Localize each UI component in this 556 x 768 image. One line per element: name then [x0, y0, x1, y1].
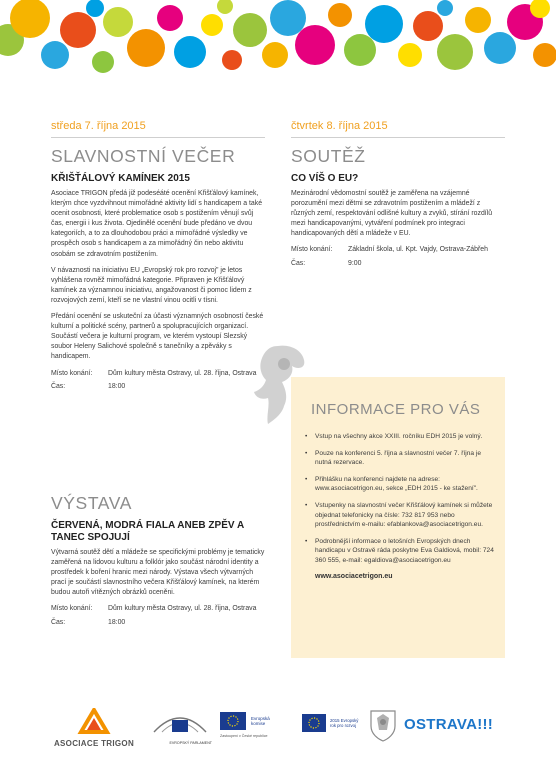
- info-list: [291, 432, 505, 566]
- venue-label: Místo konání:: [291, 246, 333, 254]
- info-item: • Podrobnější informace o letošních Evropských dnech handicapu v Ostravě ráda poskytne Eva Galdiová, mobil: 724 360 555, e-mail: egaldiova@asociacetrigon.eu: [305, 537, 497, 566]
- left-column: [51, 120, 265, 395]
- gala-time: [51, 382, 265, 392]
- trigon-logo-icon: [77, 708, 111, 734]
- ec-logo: [220, 712, 296, 738]
- gala-paragraph-2: V návaznosti na iniciativu EU „Evropský rok pro rozvoj" je letos vyhlášena rovněž mimořádná kategorie. Připraven je Křišťálový kamínek za významnou iniciativu, angažovanost či pomoc lidem z rozvojových zemí, kteří se ne vlastní vinou ocitli v tísni.: [51, 266, 252, 304]
- exhibition-time: [51, 618, 265, 628]
- venue-value: Dům kultury města Ostravy, ul. 28. října, Ostrava: [108, 369, 257, 377]
- info-title: INFORMACE PRO VÁS: [311, 401, 481, 418]
- info-item: • Vstup na všechny akce XXIII. ročníku EDH 2015 je volný.: [305, 432, 497, 442]
- competition-time: [291, 259, 505, 269]
- section-subtitle-exhibition: ČERVENÁ, MODRÁ FIALA ANEB ZPĚV A TANEC SPOJUJÍ: [51, 520, 244, 543]
- exhibition-paragraph: Výtvarná soutěž dětí a mládeže se specifickými problémy je tematicky zaměřená na lidovou kulturu a folklór jako součást národní identity a prostředek k boření hranic mezi národy. Výstava všech výtvarných prací je součástí slavnostního večera Křišťálový kamínek, na kterém budou autoři vítězných obrázků oceněni.: [51, 549, 265, 597]
- time-value: 18:00: [108, 382, 126, 390]
- right-column: [291, 120, 505, 272]
- trigon-logo: [48, 708, 140, 748]
- divider: [291, 137, 505, 138]
- section-subtitle-gala: KŘIŠŤÁLOVÝ KAMÍNEK 2015: [51, 173, 190, 184]
- time-label: Čas:: [51, 618, 66, 626]
- color-bubbles-banner: [0, 0, 556, 80]
- exhibition-venue: [51, 604, 265, 614]
- ec-label: Evropská komise: [251, 716, 270, 726]
- section-title-gala: SLAVNOSTNÍ VEČER: [51, 146, 236, 166]
- eyd-label: 2015 Evropský rok pro rozvoj: [330, 718, 359, 728]
- parliament-building-icon: [150, 710, 210, 734]
- competition-paragraph: Mezinárodní vědomostní soutěž je zaměřena na vzájemné porozumění mezi dětmi se zdravotním postižením a mládeží z různých zemí, respektování odlišné kultury a zvyků, stírání rozdílů mezi handicapovanými, vytváření podmínek pro integraci handicapovaných dětí a mládeže v EU.: [291, 190, 493, 238]
- date-wednesday: středa 7. října 2015: [51, 120, 146, 132]
- time-label: Čas:: [51, 382, 66, 390]
- trigon-name: ASOCIACE TRIGON: [53, 739, 135, 748]
- section-subtitle-competition: CO VÍŠ O EU?: [291, 173, 359, 184]
- venue-value: Dům kultury města Ostravy, ul. 28. října, Ostrava: [108, 605, 257, 613]
- gala-paragraph-1: Asociace TRIGON předá již podeséáté ocenění Křišťálový kamínek, kterým chce vyzdvihnout mimořádné aktivity lidí s handicapem a také ocenit osobnosti, které problematice osob s postižením věnují svůj čas, energii i kus života. Ojedinělé ocenění bude předáno ve dvou kategoriích, a to za dlouhodobou práci a mimořádné výsledky ve prospěch osob s handicapem a za mimořádný čin nebo aktivitu osobám se zdravotním postižením.: [51, 190, 263, 258]
- eyd-logo: [302, 714, 366, 732]
- dancer-silhouette: [244, 340, 310, 426]
- ep-logo: [150, 710, 212, 745]
- venue-label: Místo konání:: [51, 369, 93, 377]
- ec-sub: Zastoupení v České republice: [220, 734, 268, 738]
- coat-of-arms-icon: [368, 708, 398, 742]
- info-item: • Vstupenky na slavnostní večer Křišťálový kamínek si můžete objednat telefonicky na čísle: 732 817 953 nebo prostřednictvím e-mailu: efablankova@asociacetrigon.eu.: [305, 501, 497, 530]
- section-title-competition: SOUTĚŽ: [291, 146, 366, 166]
- date-thursday: čtvrtek 8. října 2015: [291, 120, 388, 132]
- time-value: 9:00: [348, 259, 362, 267]
- venue-value: Základní škola, ul. Kpt. Vajdy, Ostrava-Zábřeh: [348, 246, 488, 254]
- time-label: Čas:: [291, 259, 306, 267]
- ostrava-logo: OSTRAVA!!!: [404, 716, 494, 733]
- info-item: • Pouze na konferenci 5. října a slavnostní večer 7. října je nutná rezervace.: [305, 449, 497, 468]
- gala-venue: [51, 369, 265, 379]
- info-item: • Přihlášku na konferenci najdete na adrese: www.asociacetrigon.eu, sekce „EDH 2015 - ke stažení".: [305, 475, 497, 494]
- gala-paragraph-3: Předání ocenění se uskuteční za účasti významných osobností české kulturní a politické scény, partnerů a spolupracujících organizací. Součástí večera je kulturní program, ve kterém vystoupí Slezský soubor Heleny Salichové společně s tanečníky a zpěváky s handicapem.: [51, 313, 264, 361]
- ep-label: EVROPSKÝ PARLAMENT: [169, 741, 212, 745]
- competition-venue: [291, 245, 505, 255]
- info-website-link[interactable]: www.asociacetrigon.eu: [315, 572, 393, 580]
- left-column-exhibition: [51, 493, 265, 631]
- eu-flag-icon: [302, 714, 326, 732]
- info-box: [291, 377, 505, 658]
- venue-label: Místo konání:: [51, 605, 93, 613]
- divider: [51, 137, 265, 138]
- time-value: 18:00: [108, 618, 126, 626]
- eu-flag-icon: [220, 712, 246, 730]
- ostrava-coat-of-arms: [368, 708, 398, 747]
- section-title-exhibition: VÝSTAVA: [51, 493, 133, 513]
